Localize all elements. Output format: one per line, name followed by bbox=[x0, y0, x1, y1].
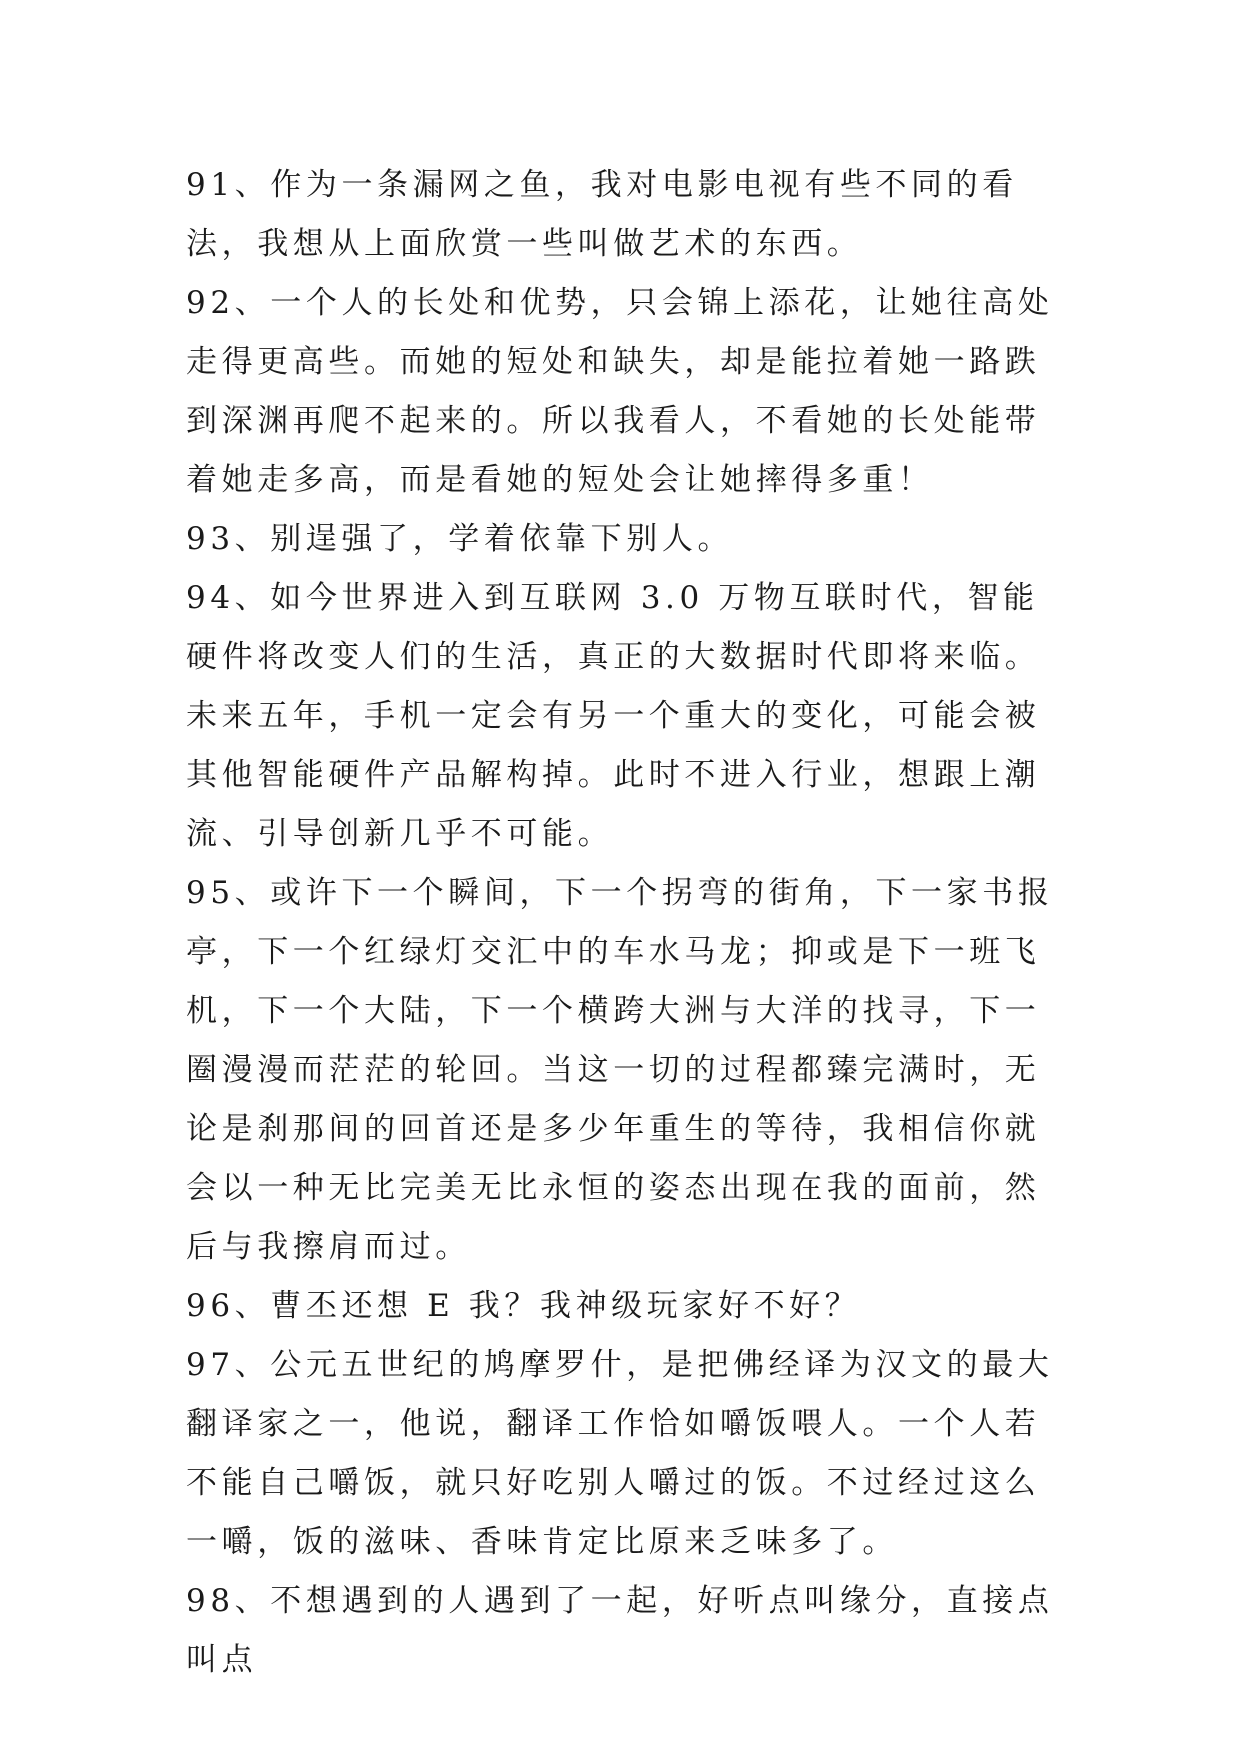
list-item-93: 93、别逞强了，学着依靠下别人。 bbox=[186, 521, 734, 557]
list-item-96: 96、曹丕还想 E 我？我神级玩家好不好？ bbox=[186, 1288, 861, 1324]
list-item-98: 98、不想遇到的人遇到了一起，好听点叫缘分，直接点叫点 bbox=[186, 1583, 1054, 1678]
list-item-95: 95、或许下一个瞬间，下一个拐弯的街角，下一家书报亭，下一个红绿灯交汇中的车水马龙；抑或是下一班飞机，下一个大陆，下一个横跨大洲与大洋的找寻，下一圈漫漫而茫茫的轮回。当这一切的过程都臻完满时，无论是刹那间的回首还是多少年重生的等待，我相信你就会以一种无比完美无比永恒的姿态出现在我的面前，然后与我擦肩而过。 bbox=[186, 875, 1054, 1265]
list-item-92: 92、一个人的长处和优势，只会锦上添花，让她往高处走得更高些。而她的短处和缺失，却是能拉着她一路跌到深渊再爬不起来的。所以我看人，不看她的长处能带着她走多高，而是看她的短处会让她摔得多重！ bbox=[186, 285, 1054, 498]
list-item-94: 94、如今世界进入到互联网 3.0 万物互联时代，智能硬件将改变人们的生活，真正的大数据时代即将来临。未来五年，手机一定会有另一个重大的变化，可能会被其他智能硬件产品解构掉。此时不进入行业，想跟上潮流、引导创新几乎不可能。 bbox=[186, 580, 1041, 852]
list-item-91: 91、作为一条漏网之鱼，我对电影电视有些不同的看法，我想从上面欣赏一些叫做艺术的东西。 bbox=[186, 167, 1018, 262]
document-body bbox=[186, 156, 1066, 1690]
list-item-97: 97、公元五世纪的鸠摩罗什，是把佛经译为汉文的最大翻译家之一，他说，翻译工作恰如嚼饭喂人。一个人若不能自己嚼饭，就只好吃别人嚼过的饭。不过经过这么一嚼，饭的滋味、香味肯定比原来乏味多了。 bbox=[186, 1347, 1054, 1560]
